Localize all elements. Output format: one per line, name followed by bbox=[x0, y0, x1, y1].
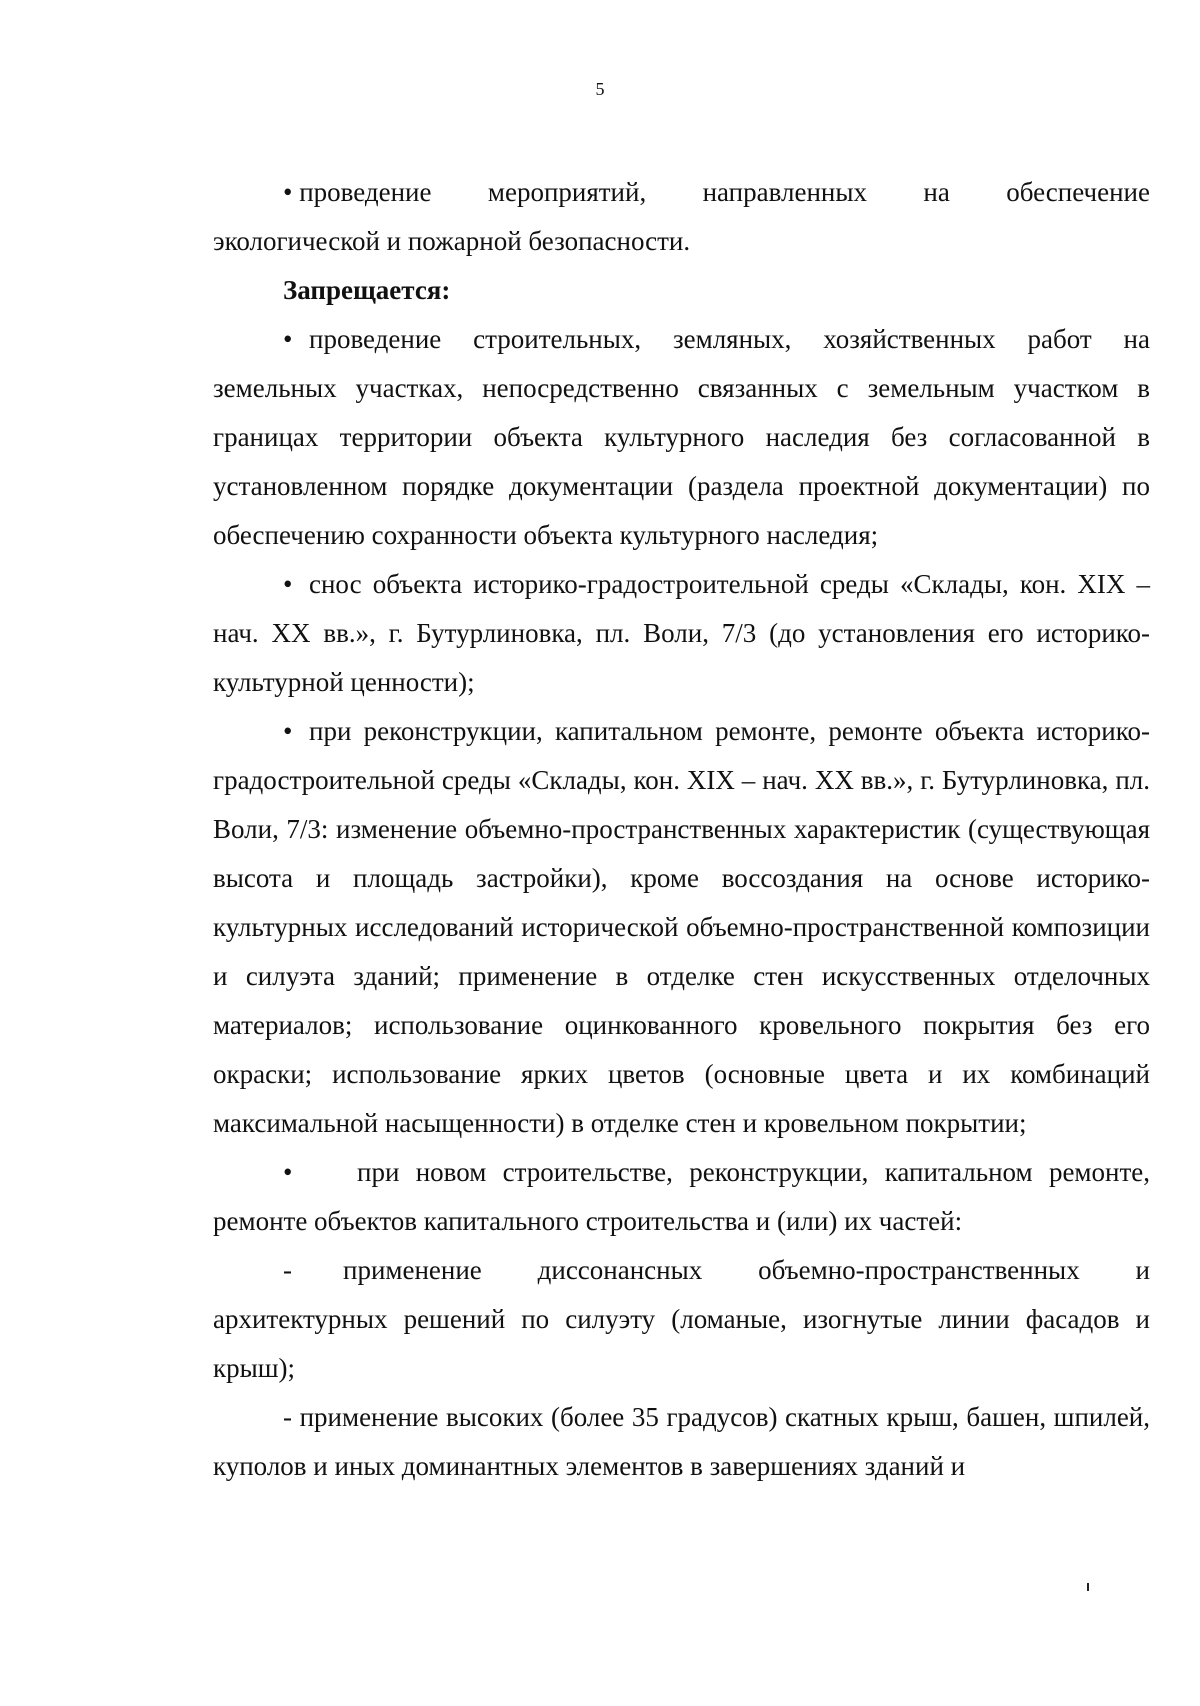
list-item-construction-works bbox=[213, 315, 1150, 560]
word: обеспечение bbox=[1006, 177, 1150, 207]
page-number: 5 bbox=[595, 79, 605, 99]
sub-item-text: применение диссонансных объемно-пространственных и архитектурных решений по силуэту (ломаные, изогнутые линии фасадов и крыш); bbox=[213, 1255, 1150, 1383]
list-item-demolition bbox=[213, 560, 1150, 707]
bullet-icon: • проведение bbox=[283, 177, 432, 207]
dash-marker: - bbox=[283, 1402, 292, 1432]
list-item-text: проведение строительных, земляных, хозяйственных работ на земельных участках, непосредственно связанных с земельным участком в границах территории объекта культурного наследия без согласованной в установленном порядке документации (раздела проектной документации) по обеспечению сохранности объекта культурного наследия; bbox=[213, 324, 1150, 550]
section-heading-prohibited: Запрещается: bbox=[283, 275, 451, 305]
bullet-icon: • bbox=[283, 324, 293, 354]
list-item-text: снос объекта историко-градостроительной среды «Склады, кон. XIX – нач. XX вв.», г. Бутурлиновка, пл. Воли, 7/3 (до установления его историко-культурной ценности); bbox=[213, 569, 1150, 697]
sub-item-high-roofs bbox=[213, 1393, 1150, 1491]
sub-item-text: применение высоких (более 35 градусов) скатных крыш, башен, шпилей, куполов и иных доминантных элементов в завершениях зданий и bbox=[213, 1402, 1151, 1481]
word: на bbox=[923, 177, 950, 207]
list-item-ecology-rest: экологической и пожарной безопасности. bbox=[213, 226, 691, 256]
word: направленных bbox=[702, 177, 868, 207]
list-item-text: при реконструкции, капитальном ремонте, ремонте объекта историко-градостроительной среды «Склады, кон. XIX – нач. XX вв.», г. Бутурлиновка, пл. Воли, 7/3: изменение объемно-пространственных характеристик (существующая высота и площадь застройки), кроме воссоздания на основе историко-культурных исследований исторической объемно-пространственной композиции и силуэта зданий; применение в отделке стен искусственных отделочных материалов; использование оцинкованного кровельного покрытия без его окраски; использование ярких цветов (основные цвета и их комбинаций максимальной насыщенности) в отделке стен и кровельном покрытии; bbox=[213, 716, 1150, 1138]
list-item-ecology-first-line bbox=[213, 168, 1150, 217]
document-body bbox=[213, 168, 1150, 1491]
list-item-text: при новом строительстве, реконструкции, капитальном ремонте, ремонте объектов капитального строительства и (или) их частей: bbox=[213, 1157, 1150, 1236]
sub-item-dissonant-solutions bbox=[213, 1246, 1150, 1393]
list-item-reconstruction bbox=[213, 707, 1150, 1148]
word: мероприятий, bbox=[487, 177, 647, 207]
bullet-icon: • bbox=[283, 569, 293, 599]
dash-marker: - bbox=[283, 1255, 292, 1285]
scan-mark bbox=[1087, 1583, 1089, 1591]
bullet-icon: • bbox=[283, 1157, 293, 1187]
list-item-ecology bbox=[213, 168, 1150, 266]
bullet-icon: • bbox=[283, 716, 293, 746]
list-item-new-construction bbox=[213, 1148, 1150, 1246]
